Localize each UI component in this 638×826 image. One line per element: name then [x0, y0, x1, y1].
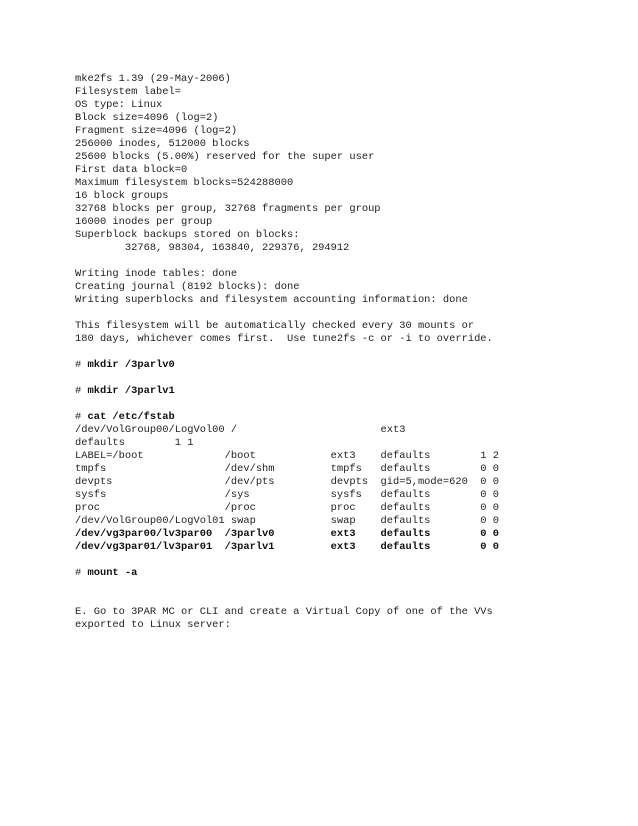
output-line: Block size=4096 (log=2): [75, 112, 219, 124]
spacer: [75, 398, 615, 411]
fstab-added-line: /dev/vg3par01/lv3par01 /3parlv1 ext3 defaults 0 0: [75, 541, 500, 553]
output-line: 256000 inodes, 512000 blocks: [75, 138, 250, 150]
spacer: [75, 554, 615, 567]
output-line: 180 days, whichever comes first. Use tune2fs -c or -i to override.: [75, 333, 493, 345]
output-line: Maximum filesystem blocks=524288000: [75, 177, 294, 189]
fstab-added-line: /dev/vg3par00/lv3par00 /3parlv0 ext3 defaults 0 0: [75, 528, 500, 540]
command-text: mkdir /3parlv1: [87, 385, 175, 397]
output-line: Writing inode tables: done: [75, 268, 238, 280]
command-line-mount-all: [75, 567, 615, 580]
command-line-mkdir-lv1: [75, 385, 615, 398]
output-line: 25600 blocks (5.00%) reserved for the super user: [75, 151, 375, 163]
spacer: [75, 255, 615, 268]
fstab-line: proc /proc proc defaults 0 0: [75, 502, 500, 514]
output-line: mke2fs 1.39 (29-May-2006): [75, 73, 231, 85]
output-line: Superblock backups stored on blocks:: [75, 229, 300, 241]
output-line: 32768 blocks per group, 32768 fragments per group: [75, 203, 381, 215]
output-line: Fragment size=4096 (log=2): [75, 125, 238, 137]
output-line: 16 block groups: [75, 190, 169, 202]
step-e-instruction: [75, 606, 615, 632]
fstab-line: devpts /dev/pts devpts gid=5,mode=620 0 0: [75, 476, 500, 488]
fstab-line: defaults 1 1: [75, 437, 194, 449]
fstab-contents: [75, 424, 615, 554]
command-line-mkdir-lv0: [75, 359, 615, 372]
spacer: [75, 580, 615, 606]
shell-prompt: #: [75, 359, 88, 371]
spacer: [75, 307, 615, 320]
instruction-line: E. Go to 3PAR MC or CLI and create a Virtual Copy of one of the VVs: [75, 606, 493, 618]
output-line: Writing superblocks and filesystem accounting information: done: [75, 294, 468, 306]
fstab-line: /dev/VolGroup00/LogVol00 / ext3: [75, 424, 406, 436]
spacer: [75, 346, 615, 359]
output-line: 16000 inodes per group: [75, 216, 213, 228]
shell-prompt: #: [75, 385, 88, 397]
output-line: Filesystem label=: [75, 86, 182, 98]
spacer: [75, 372, 615, 385]
output-line: This filesystem will be automatically checked every 30 mounts or: [75, 320, 475, 332]
output-line: Creating journal (8192 blocks): done: [75, 281, 300, 293]
terminal-transcript: [75, 73, 615, 632]
shell-prompt: #: [75, 567, 88, 579]
output-line: First data block=0: [75, 164, 188, 176]
mke2fs-output: [75, 73, 615, 255]
writing-output: [75, 268, 615, 307]
fstab-line: /dev/VolGroup00/LogVol01 swap swap defaults 0 0: [75, 515, 500, 527]
command-text: cat /etc/fstab: [87, 411, 175, 423]
fstab-line: tmpfs /dev/shm tmpfs defaults 0 0: [75, 463, 500, 475]
instruction-line: exported to Linux server:: [75, 619, 231, 631]
shell-prompt: #: [75, 411, 88, 423]
output-line: OS type: Linux: [75, 99, 163, 111]
check-notice: [75, 320, 615, 346]
fstab-line: LABEL=/boot /boot ext3 defaults 1 2: [75, 450, 500, 462]
fstab-line: sysfs /sys sysfs defaults 0 0: [75, 489, 500, 501]
command-text: mount -a: [87, 567, 138, 579]
output-line: 32768, 98304, 163840, 229376, 294912: [75, 242, 350, 254]
command-text: mkdir /3parlv0: [87, 359, 175, 371]
command-line-cat-fstab: [75, 411, 615, 424]
